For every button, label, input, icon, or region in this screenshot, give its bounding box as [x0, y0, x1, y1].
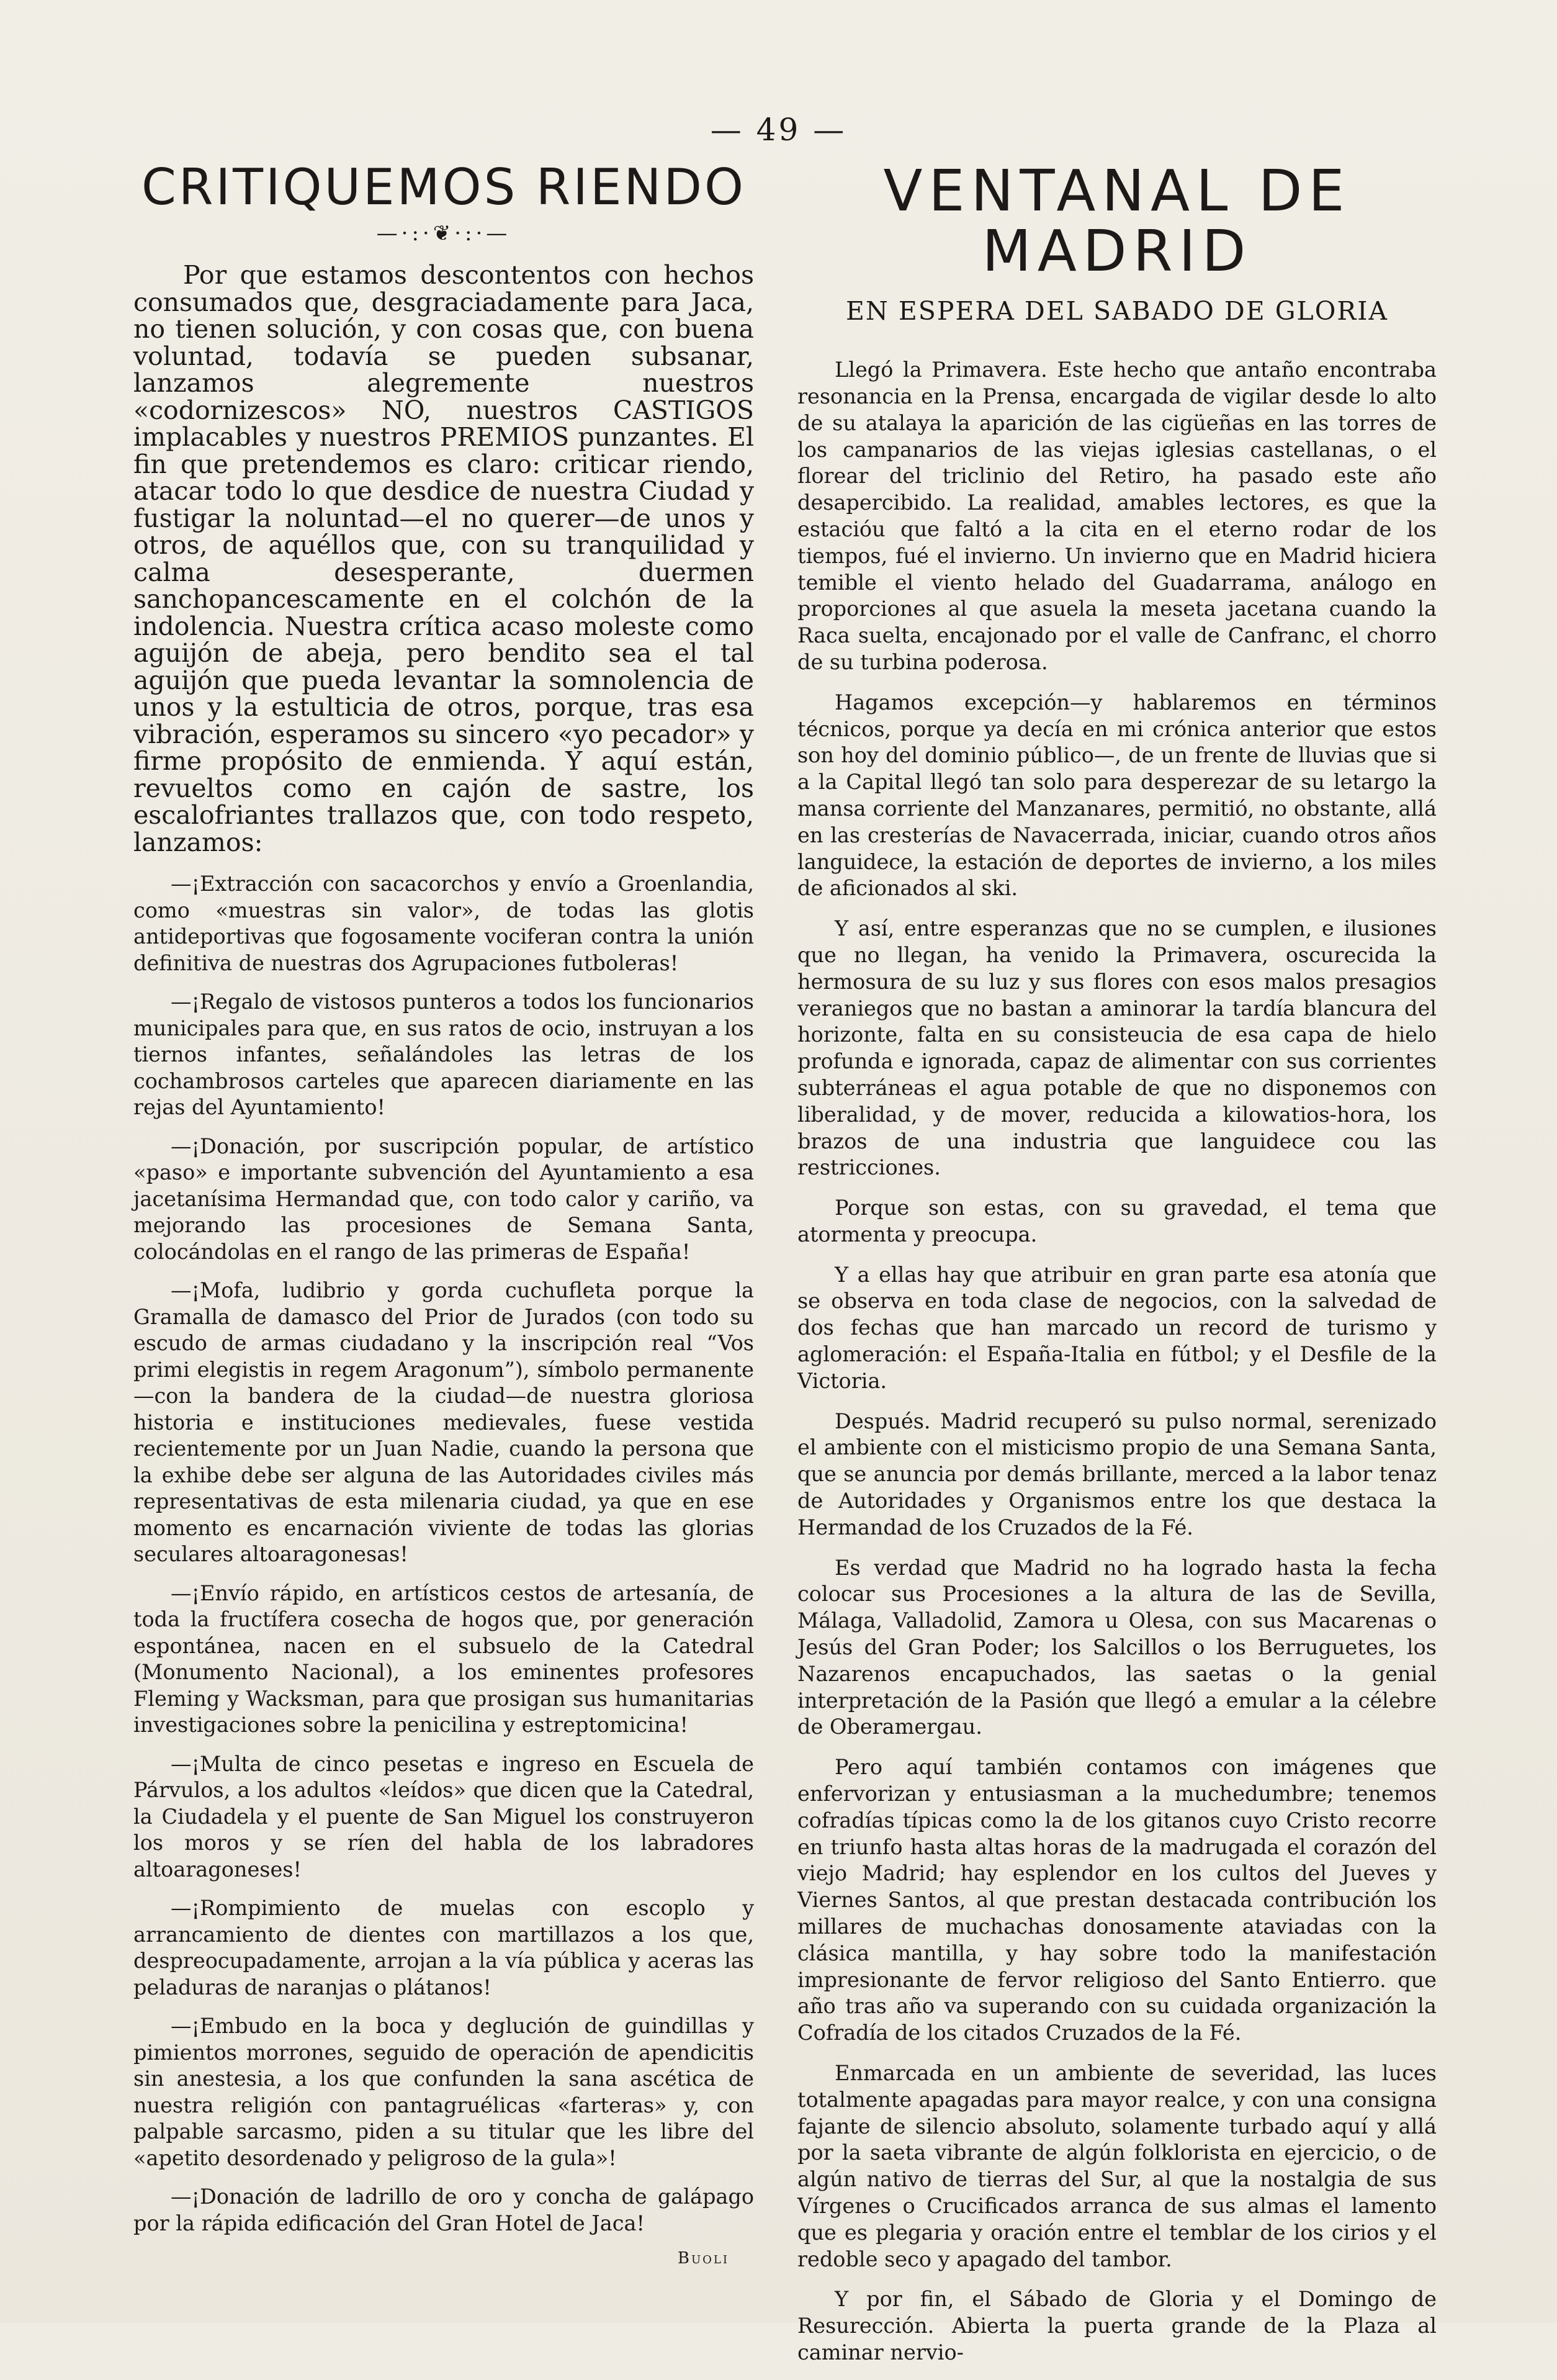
left-article — [133, 158, 754, 2268]
right-article-paragraph: Porque son estas, con su gravedad, el tema que atormenta y preocupa. — [797, 1196, 1437, 1246]
right-article — [797, 158, 1437, 2380]
right-article-paragraph: Pero aquí también contamos con imágenes que enfervorizan y entusiasman a la muchedumbre; tenemos cofradías típicas como la de los gitanos cuyo Cristo recorre en triunfo hasta altas horas de la madrugada el corazón del viejo Madrid; hay esplendor en los cultos del Jueves y Viernes Santos, al que prestan destacada contribución los millares de muchachas donosamente ataviadas con la clásica mantilla, y hay sobre todo la manifestación impresionante de fervor religioso del Santo Entierro. que año tras año va superando con su cuidada organización la Cofradía de los citados Cruzados de la Fé. — [797, 1755, 1437, 2045]
left-article-item: —¡Extracción con sacacorchos y envío a Groenlandia, como «muestras sin valor», de todas las glotis antideportivas que fogosamente vociferan contra la unión definitiva de nuestras dos Agrupaciones futboleras! — [133, 872, 754, 975]
left-article-item: —¡Envío rápido, en artísticos cestos de artesanía, de toda la fructífera cosecha de hogos que, por generación espontánea, nacen en el subsuelo de la Catedral (Monumento Nacional), a los eminentes profesores Fleming y Wacksman, para que prosigan sus humanitarias investigaciones sobre la penicilina y estreptomicina! — [133, 1580, 754, 1737]
left-article-item: —¡Donación de ladrillo de oro y concha de galápago por la rápida edificación del Gran Hotel de Jaca! — [133, 2184, 754, 2235]
right-article-paragraph: Después. Madrid recuperó su pulso normal, serenizado el ambiente con el misticismo propio de una Semana Santa, que se anuncia por demás brillante, merced a la labor tenaz de Autoridades y Organismos entre los que destaca la Hermandad de los Cruzados de la Fé. — [797, 1409, 1437, 1539]
right-article-paragraph: Y así, entre esperanzas que no se cumplen, e ilusiones que no llegan, ha venido la Primavera, oscurecida la hermosura de su luz y sus flores con esos malos presagios veraniegos que no bastan a aminorar la tardía blancura del horizonte, falta en su consisteucia de esa capa de hielo profunda e ignorada, capaz de alimentar con sus corrientes subterráneas el agua potable de que no disponemos con liberalidad, y de mover, reducida a kilowatios-hora, los brazos de una industria que languidece cou las restricciones. — [797, 916, 1437, 1180]
left-article-item: —¡Mofa, ludibrio y gorda cuchufleta porque la Gramalla de damasco del Prior de Jurados (con todo su escudo de armas ciudadano y la inscripción real “Vos primi elegistis in regem Aragonum”), símbolo permanente—con la bandera de la ciudad—de nuestra gloriosa historia e instituciones medievales, fuese vestida recientemente por un Juan Nadie, cuando la persona que la exhibe debe ser alguna de las Autoridades civiles más representativas de esta milenaria ciudad, ya que en ese momento es encarnación viviente de todas las glorias seculares altoaragonesas! — [133, 1278, 754, 1566]
ornament-divider: —·:·❦·:·— — [376, 221, 511, 246]
right-article-paragraph: Enmarcada en un ambiente de severidad, las luces totalmente apagadas para mayor realce, y con una consigna fajante de silencio absoluto, solamente turbado aquí y allá por la saeta vibrante de algún folklorista en ejercicio, o de algún nativo de tierras del Sur, al que la nostalgia de sus Vírgenes o Crucificados arranca de sus almas el lamento que es plegaria y oración entre el temblar de los cirios y el redoble seco y apagado del tambor. — [797, 2061, 1437, 2271]
right-article-paragraph: Y por fin, el Sábado de Gloria y el Domingo de Resurección. Abierta la puerta grande de la Plaza al caminar nervio- — [797, 2287, 1437, 2364]
left-article-item: —¡Regalo de vistosos punteros a todos los funcionarios municipales para que, en sus ratos de ocio, instruyan a los tiernos infantes, señalándoles las letras de los cochambrosos carteles que aparecen diariamente en las rejas del Ayuntamiento! — [133, 989, 754, 1119]
page-number: — 49 — — [710, 112, 847, 148]
left-article-title: CRITIQUEMOS RIENDO — [141, 158, 746, 216]
left-article-item: —¡Donación, por suscripción popular, de artístico «paso» e importante subvención del Ayuntamiento a esa jacetanísima Hermandad que, con todo calor y cariño, va mejorando las procesiones de Semana Santa, colocándolas en el rango de las primeras de España! — [133, 1134, 754, 1264]
left-article-item: —¡Embudo en la boca y deglución de guindillas y pimientos morrones, seguido de operación de apendicitis sin anestesia, a los que confunden la sana ascética de nuestra religión con pantagruélicas «farteras» y, con palpable sarcasmo, piden a su titular que les libre del «apetito desordenado y peligroso de la gula»! — [133, 2014, 754, 2170]
left-article-item: —¡Multa de cinco pesetas e ingreso en Escuela de Párvulos, a los adultos «leídos» que dicen que la Catedral, la Ciudadela y el puente de San Miguel los construyeron los moros y se ríen del habla de los labradores altoaragoneses! — [133, 1751, 754, 1882]
right-article-paragraph: Llegó la Primavera. Este hecho que antaño encontraba resonancia en la Prensa, encargada de vigilar desde lo alto de su atalaya la aparición de las cigüeñas en las torres de los campanarios de las viejas iglesias castellanas, o el florear del triclinio del Retiro, ha pasado este año desapercibido. La realidad, amables lectores, es que la estacióu que faltó a la cita en el eterno rodar de los tiempos, fué el invierno. Un invierno que en Madrid hiciera temible el viento helado del Guadarrama, análogo en proporciones al que asuela la meseta jacetana cuando la Raca suelta, encajonado por el valle de Canfranc, el chorro de su turbina poderosa. — [797, 358, 1437, 674]
left-article-byline: Buoli — [677, 2249, 729, 2268]
right-article-subtitle: EN ESPERA DEL SABADO DE GLORIA — [846, 296, 1388, 327]
right-article-paragraph: Es verdad que Madrid no ha logrado hasta la fecha colocar sus Procesiones a la altura de las de Sevilla, Málaga, Valladolid, Zamora u Olesa, con sus Macarenas o Jesús del Gran Poder; los Salcillos o los Berruguetes, los Nazarenos encapuchados, las saetas o la genial interpretación de la Pasión que llegó a emular a la célebre de Oberamergau. — [797, 1555, 1437, 1739]
right-article-title: VENTANAL DE MADRID — [883, 158, 1351, 284]
left-article-intro: Por que estamos descontentos con hechos consumados que, desgraciadamente para Jaca, no tienen solución, y con cosas que, con buena voluntad, todavía se pueden subsanar, lanzamos alegremente nuestros «codornizescos» NO, nuestros CASTIGOS implacables y nuestros PREMIOS punzantes. El fin que pretendemos es claro: criticar riendo, atacar todo lo que desdice de nuestra Ciudad y fustigar la noluntad—el no querer—de unos y otros, de aquéllos que, con su tranquilidad y calma desesperante, duermen sanchopancescamente en el colchón de la indolencia. Nuestra crítica acaso moleste como aguijón de abeja, pero bendito sea el tal aguijón que pueda levantar la somnolencia de unos y la estulticia de otros, porque, tras esa vibración, esperamos su sincero «yo pecador» y firme propósito de enmienda. Y aquí están, revueltos como en cajón de sastre, los escalofriantes trallazos que, con todo respeto, lanzamos: — [133, 260, 754, 857]
left-article-item: —¡Rompimiento de muelas con escoplo y arrancamiento de dientes con martillazos a los que, despreocupadamente, arrojan a la vía pública y aceras las peladuras de naranjas o plátanos! — [133, 1896, 754, 1999]
right-article-paragraph: Hagamos excepción—y hablaremos en términos técnicos, porque ya decía en mi crónica anterior que estos son hoy del dominio público—, de un frente de lluvias que si a la Capital llegó tan solo para desperezar de su letargo la mansa corriente del Manzanares, permitió, no obstante, allá en las cresterías de Navacerrada, iniciar, cuando otros años languidece, la estación de deportes de invierno, a los miles de aficionados al ski. — [797, 690, 1437, 901]
right-article-paragraph: Y a ellas hay que atribuir en gran parte esa atonía que se observa en toda clase de negocios, con la salvedad de dos fechas que han marcado un record de turismo y aglomeración: el España-Italia en fútbol; y el Desfile de la Victoria. — [797, 1262, 1437, 1393]
